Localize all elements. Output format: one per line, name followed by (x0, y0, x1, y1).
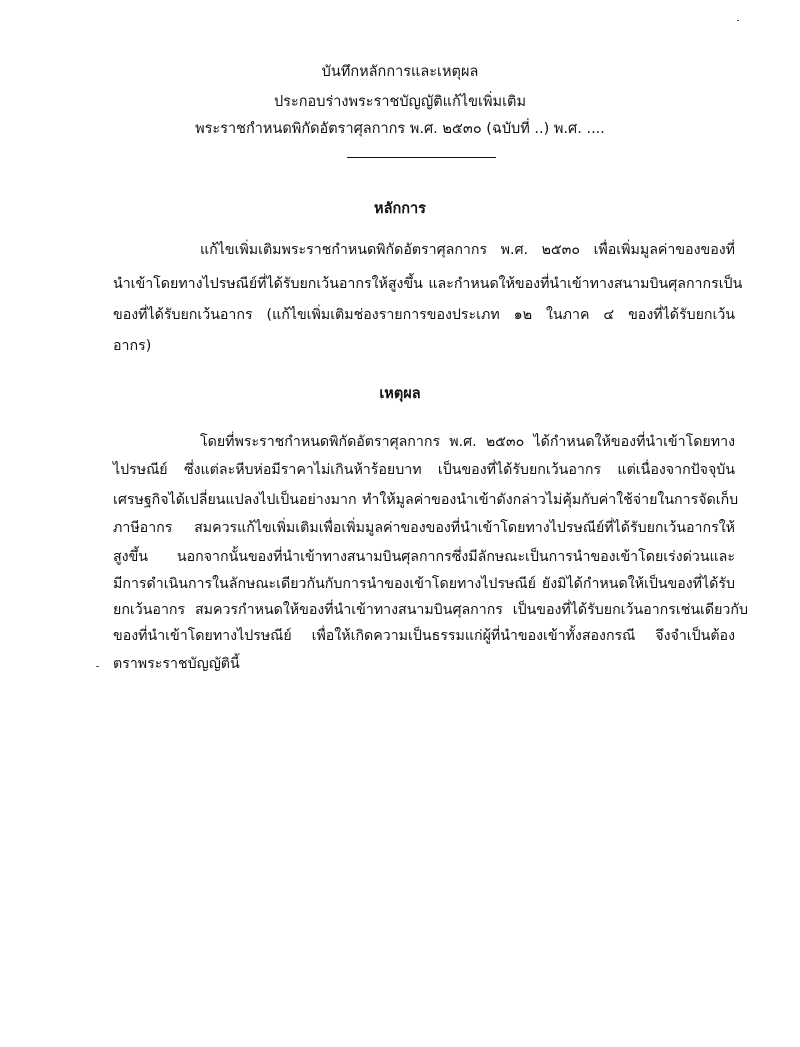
scan-speck (737, 20, 739, 21)
heading-divider (347, 157, 496, 158)
reasons-line: ยกเว้นอากร สมควรกำหนดให้ของที่นำเข้าทางสนามบินศุลกากร เป็นของที่ได้รับยกเว้นอากรเช่นเดียวกับ (113, 602, 748, 618)
reasons-line: ไปรษณีย์ ซึ่งแต่ละหีบห่อมีราคาไม่เกินห้าร้อยบาท เป็นของที่ได้รับยกเว้นอากร แต่เนื่องจากปัจจุบัน (113, 462, 735, 478)
principle-line: อากร) (113, 338, 152, 354)
reasons-line: โดยที่พระราชกำหนดพิกัดอัตราศุลกากร พ.ศ. ๒๕๓๐ ได้กำหนดให้ของที่นำเข้าโดยทาง (200, 434, 735, 450)
reasons-line: มีการดำเนินการในลักษณะเดียวกันกับการนำของเข้าโดยทางไปรษณีย์ ยังมิได้กำหนดให้เป็นของที่ได้รับ (113, 576, 735, 592)
reasons-line: ตราพระราชบัญญัตินี้ (113, 656, 240, 672)
reasons-line: สูงขึ้น นอกจากนั้นของที่นำเข้าทางสนามบินศุลกากรซึ่งมีลักษณะเป็นการนำของเข้าโดยเร่งด่วนและ (113, 549, 735, 565)
reasons-line: ของที่นำเข้าโดยทางไปรษณีย์ เพื่อให้เกิดความเป็นธรรมแก่ผู้ที่นำของเข้าทั้งสองกรณี จึงจำเป็นต้อง (113, 628, 735, 644)
decree-title: พระราชกำหนดพิกัดอัตราศุลกากร พ.ศ. ๒๕๓๐ (ฉบับที่ ..) พ.ศ. .... (195, 121, 605, 137)
scan-speck (96, 666, 99, 667)
principle-title: หลักการ (374, 201, 426, 217)
reasons-line: ภาษีอากร สมควรแก้ไขเพิ่มเติมเพื่อเพิ่มมูลค่าของของที่นำเข้าโดยทางไปรษณีย์ที่ได้รับยกเว้นอากรให้ (113, 520, 735, 536)
principle-line: ของที่ได้รับยกเว้นอากร (แก้ไขเพิ่มเติมช่องรายการของประเภท ๑๒ ในภาค ๔ ของที่ได้รับยกเว้น (113, 307, 735, 323)
principle-line: แก้ไขเพิ่มเติมพระราชกำหนดพิกัดอัตราศุลกากร พ.ศ. ๒๕๓๐ เพื่อเพิ่มมูลค่าของของที่ (200, 242, 735, 258)
reasons-title: เหตุผล (379, 386, 421, 402)
bill-title: ประกอบร่างพระราชบัญญัติแก้ไขเพิ่มเติม (273, 94, 527, 110)
reasons-line: เศรษฐกิจได้เปลี่ยนแปลงไปเป็นอย่างมาก ทำให้มูลค่าของนำเข้าดังกล่าวไม่คุ้มกับค่าใช้จ่ายในการจัดเก็บ (113, 492, 739, 508)
memo-title: บันทึกหลักการและเหตุผล (321, 64, 479, 80)
principle-line: นำเข้าโดยทางไปรษณีย์ที่ได้รับยกเว้นอากรให้สูงขึ้น และกำหนดให้ของที่นำเข้าทางสนามบินศุลกากรเป็น (113, 276, 743, 292)
